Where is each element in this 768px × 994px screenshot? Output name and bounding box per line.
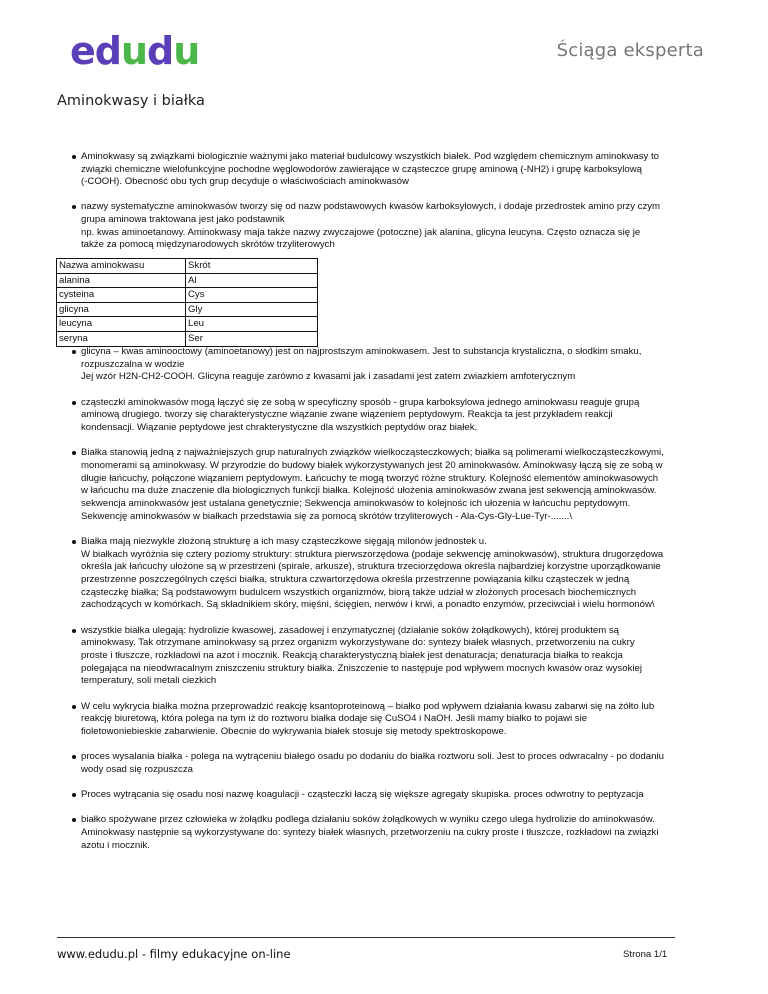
header-tagline: Ściąga eksperta	[556, 40, 704, 61]
table-cell-name: seryna	[57, 332, 186, 346]
table-header-abbr: Skrót	[186, 259, 318, 273]
footer-divider	[57, 937, 675, 938]
bullet-paragraph	[57, 201, 717, 252]
paragraph-line: zachodzących w komórkach. Są składnikiem skóry, mięśni, ścięgien, nerwów i krwi, a ponadto enzymów, przeciwciał i wielu hormonów\	[81, 599, 655, 611]
bullet-paragraph	[57, 789, 717, 802]
paragraph-line: W białkach wyróżnia się cztery poziomy struktury: struktura pierwszorzędowa (podaje sekwencję aminokwasów), struktura drugorzędowa	[81, 548, 664, 560]
bullet-paragraph	[57, 814, 717, 852]
paragraph-line: także za pomocą międzynarodowych skrótów trzyliterowych	[81, 239, 335, 251]
bullet-paragraph	[57, 701, 717, 739]
table-cell-abbr: Gly	[186, 303, 318, 317]
paragraph-line: proces wysalania białka - polega na wytrąceniu białego osadu po dodaniu do białka roztworu soli. Jest to proces odwracalny - po dodaniu	[81, 751, 664, 763]
paragraph-line: np. kwas aminoetanowy. Aminokwasy maja także nazwy zwyczajowe (potoczne) jak alanina, glicyna leucyna. Często oznacza się je	[81, 226, 641, 238]
paragraph-line: cząsteczki aminokwasów mogą łączyć się ze sobą w specyficzny sposób - grupa karboksylowa jednego aminokwasu reaguje grupą	[81, 396, 640, 408]
paragraph-line: temperatury, soli metali ciezkich	[81, 675, 217, 687]
paragraph-line: W celu wykrycia białka można przeprowadzić reakcję ksantoproteinową – białko pod wpływem działania kwasu zabarwi się na żółto lub	[81, 700, 655, 712]
table-header-name: Nazwa aminokwasu	[57, 259, 186, 273]
paragraph-line: grupa aminowa traktowana jest jako podstawnik	[81, 213, 285, 225]
svg-text:edudu: edudu	[70, 29, 200, 73]
paragraph-line: Aminokwasy następnie są wykorzystywane do: syntezy białek własnych, przetworzeniu na cukry proste i tłuszcze, rozkładowi na związki	[81, 827, 659, 839]
table-cell-abbr: Cys	[186, 288, 318, 302]
bullet-paragraph	[57, 151, 717, 189]
paragraph-line: sekwencja aminokwasów jest ustalana genetycznie; Sekwencja aminokwasów to kolejnośc ich ułozenia w łańcuchu peptydowym.	[81, 498, 631, 510]
table-row	[57, 288, 318, 303]
paragraph-line: wszystkie białka ulegają: hydrolizie kwasowej, zasadowej i enzymatycznej (działanie soków żołądkowych), której produktem są	[81, 624, 620, 636]
paragraph-line: długie łańcuchy, połączone wiązaniem peptydowym. Łańcuchy te mogą tworzyć różne struktury. Kolejność elementów aminokwasowych	[81, 472, 659, 484]
paragraph-line: polegająca na nieodwracalnym zniszczeniu struktury białka. Zniszczenie to następuje pod wpływem mocnych kwasów oraz wysokiej	[81, 662, 642, 674]
table-row	[57, 317, 318, 332]
page-title: Aminokwasy i białka	[57, 93, 205, 109]
paragraph-line: reakcję biuretową, która polega na tym iż do roztworu białka dodaje się CuSO4 i NaOH. Jeśli mamy białko to pojawi sie	[81, 713, 588, 725]
paragraph-line: glicyna – kwas aminooctowy (aminoetanowy) jest on najprostszym aminokwasem. Jest to substancja krystaliczna, o słodkim smaku,	[81, 346, 642, 357]
paragraph-line: Sekwencję aminokwasów w białkach przedstawia się za pomocą skrótów trzyliterowych - Ala-Cys-Gly-Lue-Tyr-.......\	[81, 510, 573, 522]
paragraph-line: wody osad się rozpuszcza	[81, 763, 193, 775]
notes-list-bottom	[57, 346, 717, 853]
paragraph-line: Białka mają niezwykle złożoną strukturę a ich masy cząsteczkowe sięgają milonów jednostek u.	[81, 535, 487, 547]
table-cell-abbr: Leu	[186, 317, 318, 331]
paragraph-line: przestrzenne poszczególnych części białka, struktura czwartorzędowa określa przestrzenne powiązania kilku cząsteczek w jedną	[81, 574, 630, 586]
table-row	[57, 274, 318, 289]
paragraph-line: Jej wzór H2N-CH2-COOH. Glicyna reaguje zarówno z kwasami jak i zasadami jest zatem zwiazkiem amfoterycznym	[81, 371, 576, 383]
paragraph-line: Białka stanowią jedną z najważniejszych grup naturalnych związków wielkocząsteczkowych; białka są polimerami wielkocząsteczkowymi,	[81, 447, 664, 459]
paragraph-line: azotu i mocznik.	[81, 839, 150, 851]
bullet-paragraph	[57, 751, 717, 776]
page-number: Strona 1/1	[623, 949, 668, 960]
paragraph-line: cząsteczkę białka; Są podstawowym budulcem wszystkich organizmów, biorą także udział w złożonych procesach biochemicznych	[81, 586, 637, 598]
table-cell-abbr: Ser	[186, 332, 318, 346]
table-cell-name: leucyna	[57, 317, 186, 331]
paragraph-line: nazwy systematyczne aminokwasów tworzy się od nazw podstawowych kwasów karboksylowych, i dodaje przedrostek amino przy czym	[81, 201, 661, 213]
paragraph-line: białko spożywane przez człowieka w żołądku podlega działaniu soków żołądkowych w wyniku czego ulega hydrolizie do aminokwasów.	[81, 814, 655, 826]
table-cell-name: alanina	[57, 274, 186, 288]
paragraph-line: fioletowoniebieskie zabarwienie. Obecnie do wykrywania białek stosuje się metody spektroskopowe.	[81, 726, 507, 738]
paragraph-line: aminową drugiego. tworzy się charakterystyczne wiązanie zwane wiązeniem peptydowym. Reakcja ta jest przykładem reakcji	[81, 409, 613, 421]
paragraph-line: Aminokwasy są związkami biologicznie ważnymi jako materiał budulcowy wszystkich białek. Pod względem chemicznym aminokwasy to	[81, 151, 659, 162]
bullet-paragraph	[57, 397, 717, 435]
bullet-paragraph	[57, 536, 717, 612]
bullet-paragraph	[57, 346, 717, 384]
footer-site-link[interactable]: www.edudu.pl - filmy edukacyjne on-line	[57, 947, 291, 961]
paragraph-line: proste i tłuszcze, rozkładowi na azot i mocznik. Reakcją charakterystyczną białek jest denaturacja; denaturacja białka to reakcja	[81, 650, 623, 662]
bullet-paragraph	[57, 447, 717, 523]
table-cell-name: glicyna	[57, 303, 186, 317]
table-row	[57, 303, 318, 318]
paragraph-line: kondensacji. Wiązanie peptydowe jest chrakterystyczne dla wszystkich peptydów oraz białek.	[81, 422, 478, 434]
notes-list-top	[57, 151, 717, 252]
paragraph-line: (-COOH). Obecność obu tych grup decyduje o właściwościach aminokwasów	[81, 176, 409, 188]
table-header-row	[57, 259, 318, 274]
paragraph-line: związki chemiczne wielofunkcyjne pochodne węglowodorów zawierające w cząsteczce grupę aminową (-NH2) i grupę karboksylową	[81, 163, 642, 175]
edudu-logo	[70, 29, 200, 78]
paragraph-line: w łańcuchu ma duże znaczenie dla biologicznych funkcji białka. Kolejność ułożenia aminokwasów zwana jest sekwencją aminokwasów.	[81, 485, 657, 497]
amino-acid-table	[56, 258, 318, 347]
table-row	[57, 332, 318, 347]
paragraph-line: aminokwasy. Tak otrzymane aminokwasy są przez organizm wykorzystywane do: syntezy białek własnych, przetworzeniu na cukry	[81, 637, 635, 649]
table-cell-abbr: Al	[186, 274, 318, 288]
table-cell-name: cysteina	[57, 288, 186, 302]
paragraph-line: rozpuszczalna w wodzie	[81, 358, 185, 370]
paragraph-line: monomerami są aminokwasy. W przyrodzie do budowy białek wykorzystywanych jest 20 aminokwasów. Aminokwasy łączą się ze sobą w	[81, 459, 663, 471]
paragraph-line: określa jak łańcuchy ułożone są w przestrzeni (spirale, arkusze), struktura trzeciorzędowa określa najbardziej korzystne uporządkowanie	[81, 561, 661, 573]
paragraph-line: Proces wytrącania się osadu nosi nazwę koagulacji - cząsteczki łaczą się większe agregaty skupiska. proces odwrotny to peptyzacja	[81, 789, 644, 801]
bullet-paragraph	[57, 625, 717, 689]
